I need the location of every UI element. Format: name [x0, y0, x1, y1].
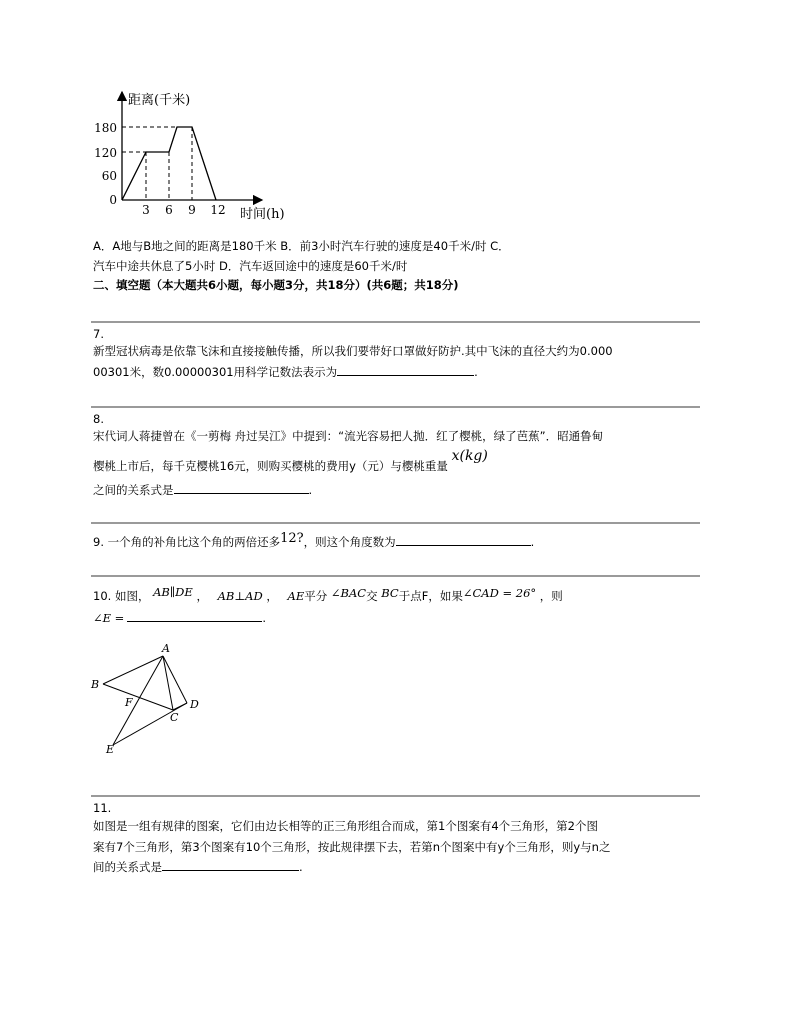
q10-text: 平分 [304, 589, 328, 603]
q7-number: 7. [93, 327, 104, 341]
q10-math-bac: ∠BAC [330, 586, 367, 600]
q10-end: . [262, 611, 266, 625]
q11-end: . [299, 860, 303, 874]
divider [91, 321, 700, 323]
point-label-D: D [190, 698, 199, 711]
q7-line1: 新型冠状病毒是依靠飞沫和直接接触传播，所以我们要带好口罩做好防护.其中飞沫的直径大约为0.000 [93, 344, 613, 358]
q7-line2 [93, 364, 478, 380]
q10-text: 交 [366, 589, 378, 603]
q10-math-ae: AE [287, 589, 305, 603]
x-tick: 12 [210, 203, 226, 217]
q9-text2: ，则这个角度数为 [303, 535, 396, 549]
q11-line3 [93, 859, 303, 875]
y-tick: 0 [109, 193, 117, 207]
q6-options-line1: A．A地与B地之间的距离是180千米 B．前3小时汽车行驶的速度是40千米/时 C． [93, 239, 510, 253]
answer-blank[interactable] [174, 482, 309, 494]
q9-math: 12? [280, 531, 304, 546]
point-label-E: E [106, 743, 115, 756]
divider [91, 522, 700, 524]
point-label-B: B [91, 678, 100, 691]
x-tick: 9 [188, 203, 196, 217]
point-label-F: F [125, 696, 133, 709]
q9-end: . [530, 535, 535, 549]
q10-math-cad: ∠CAD = 26° [462, 586, 537, 600]
q10-text: ，则 [539, 589, 563, 603]
divider [91, 795, 700, 797]
q8-text: 樱桃上市后，每千克樱桃16元，则购买樱桃的费用y（元）与樱桃重量 [93, 459, 448, 473]
q8-text3: 之间的关系式是 [93, 483, 174, 497]
y-axis-label: 距离(千米) [128, 93, 191, 108]
divider [91, 575, 700, 577]
y-tick: 120 [94, 146, 117, 160]
x-axis-label: 时间(h) [240, 207, 285, 222]
q10-sep: ， [266, 589, 278, 603]
q10-line1 [93, 585, 563, 604]
q10-math-bc: BC [381, 586, 399, 600]
divider [91, 406, 700, 408]
geometry-figure [88, 640, 218, 758]
q10-sep: ， [196, 589, 208, 603]
section2-heading: 二、填空题（本大题共6小题，每小题3分，共18分）(共6题；共18分) [93, 278, 459, 292]
q10-line2 [93, 610, 266, 625]
q9-text: 9. 一个角的补角比这个角的两倍还多 [93, 535, 281, 549]
q11-line2: 案有7个三角形，第3个图案有10个三角形，按此规律摆下去，若第n个图案中有y个三角形，则y与n之 [93, 840, 611, 854]
q6-options-line2: 汽车中途共休息了5小时 D．汽车返回途中的速度是60千米/时 [93, 259, 408, 273]
q8-end: . [308, 483, 313, 497]
point-label-C: C [170, 711, 179, 724]
q8-number: 8. [93, 412, 104, 426]
q9-line [93, 531, 535, 550]
y-tick: 60 [101, 169, 117, 183]
q7-text: 00301米，数0.00000301用科学记数法表示为 [93, 365, 338, 379]
answer-blank[interactable] [337, 364, 474, 376]
answer-blank[interactable] [162, 859, 299, 871]
q10-prefix: 10. 如图， [93, 589, 150, 603]
q7-end: . [474, 365, 478, 379]
q10-math-parallel: AB∥DE [153, 585, 193, 599]
answer-blank[interactable] [127, 610, 262, 622]
q8-line2 [93, 448, 488, 474]
q11-line1: 如图是一组有规律的图案，它们由边长相等的正三角形组合而成，第1个图案有4个三角形，第2个图 [93, 819, 598, 833]
answer-blank[interactable] [396, 534, 531, 546]
point-label-A: A [162, 642, 170, 655]
q8-math: x(kg) [451, 448, 488, 464]
q10-math-e: ∠E = [93, 611, 125, 625]
q11-number: 11. [93, 801, 112, 815]
q10-text: 于点F，如果 [398, 589, 463, 603]
x-tick: 6 [165, 203, 173, 217]
x-tick: 3 [142, 203, 150, 217]
q11-text3: 间的关系式是 [93, 860, 162, 874]
q10-math-perp: AB⊥AD [217, 589, 263, 603]
q8-line3 [93, 482, 312, 498]
q8-line1: 宋代词人蒋捷曾在《一剪梅 舟过吴江》中提到：“流光容易把人抛．红了樱桃，绿了芭蕉”．昭通鲁甸 [93, 429, 604, 443]
distance-time-graph [94, 86, 300, 224]
y-tick: 180 [94, 121, 117, 135]
